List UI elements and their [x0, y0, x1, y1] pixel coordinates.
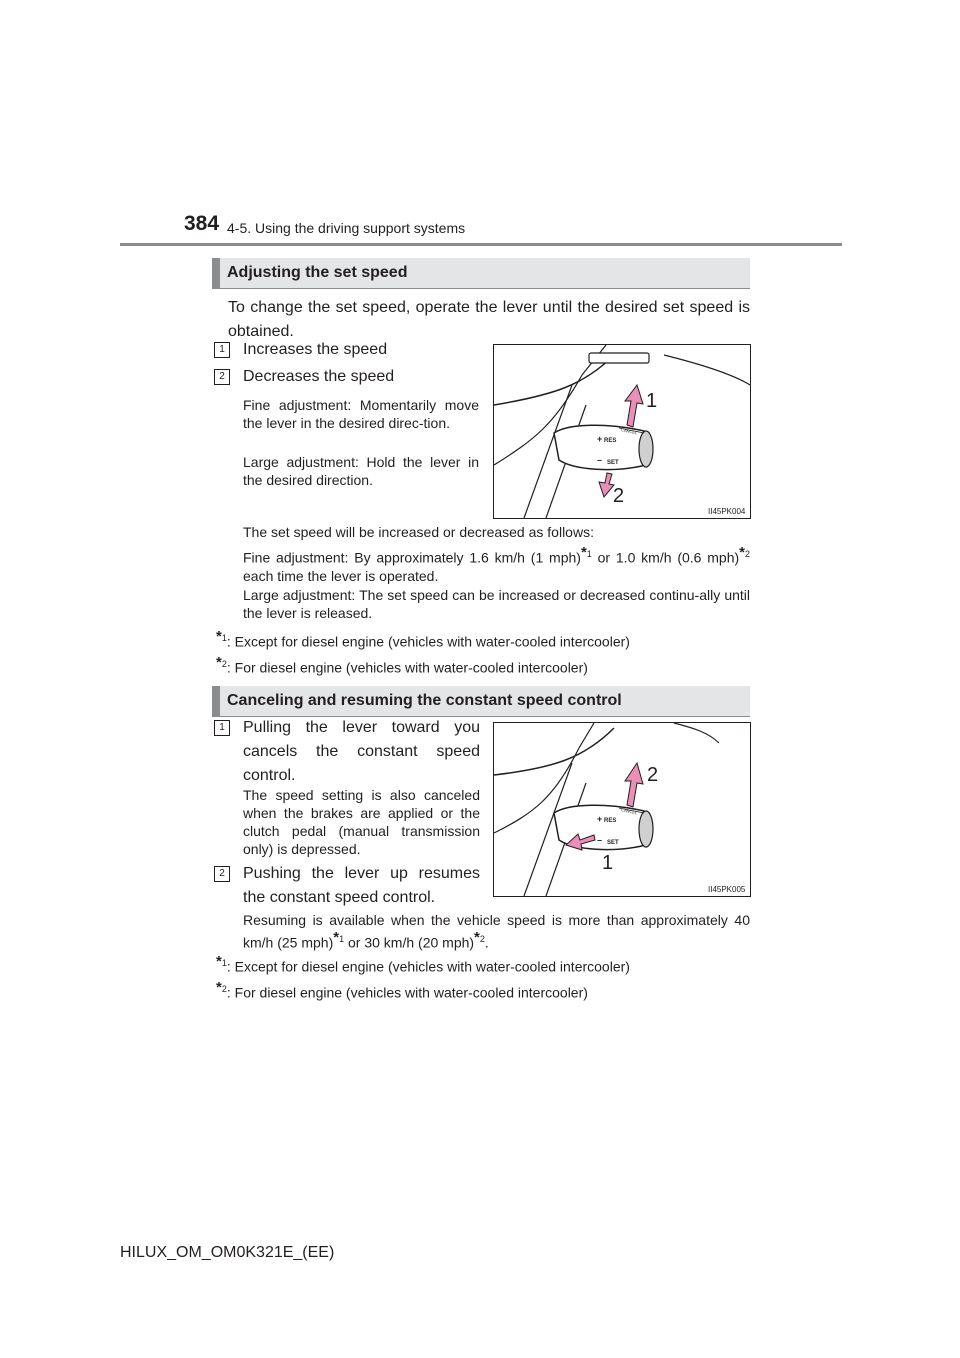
arrow-up-icon — [625, 385, 643, 427]
callout-number-2: 2 — [214, 866, 230, 882]
intro-text: To change the set speed, operate the lever until the desired set speed is obtained. — [228, 299, 750, 340]
lever-res-label: RES — [604, 438, 617, 444]
figure-code: II45PK005 — [708, 885, 746, 894]
section-heading-adjusting — [212, 258, 750, 289]
heading-text: Canceling and resuming the constant speed control — [227, 692, 622, 709]
lever-cancel-label: CANCEL — [620, 807, 638, 816]
heading-bar — [212, 258, 220, 288]
figure-lever-cancel — [493, 722, 751, 897]
arrow-up-icon — [625, 763, 643, 807]
figure-lever-adjust — [493, 344, 751, 519]
arrow-down-icon — [599, 473, 614, 497]
figure-code: II45PK004 — [708, 507, 746, 516]
lever-set-label: SET — [607, 840, 619, 846]
header-divider — [120, 243, 842, 246]
callout-number-1: 1 — [214, 720, 230, 736]
figure-label-2: 2 — [647, 764, 659, 786]
large-adjustment-note: Large adjustment: Hold the lever in the desired direction. — [243, 454, 479, 488]
footnote-2: $^{*2}$: For diesel engine (vehicles with water-cooled intercooler) — [216, 654, 588, 676]
item-resume-control: Pushing the lever up resumes the constant speed control. — [243, 865, 480, 906]
resume-availability: Resuming is available when the vehicle speed is more than approximately 40 km/h (25 mph)$^{*1}$ or 30 km/h (20 mph)$^{*2}$. — [243, 912, 750, 951]
footnote-1: $^{*1}$: Except for diesel engine (vehicles with water-cooled intercooler) — [216, 628, 630, 650]
document-code: HILUX_OM_OM0K321E_(EE) — [120, 1244, 335, 1261]
lever-set-label: SET — [607, 460, 619, 466]
footnote-2: $^{*2}$: For diesel engine (vehicles with water-cooled intercooler) — [216, 979, 588, 1001]
page-number: 384 — [184, 212, 220, 235]
lever-illustration — [494, 723, 750, 896]
fine-adjustment-note: Fine adjustment: Momentarily move the lever in the desired direc-tion. — [243, 397, 479, 431]
section-heading-canceling — [212, 686, 750, 717]
heading-bar — [212, 686, 220, 716]
figure-label-1: 1 — [602, 852, 614, 874]
item-decrease-speed: Decreases the speed — [243, 368, 395, 385]
lever-illustration — [494, 345, 750, 518]
para-increase-decrease: The set speed will be increased or decreased as follows: — [243, 524, 594, 540]
lever-res-label: RES — [604, 818, 617, 824]
section-title: 4-5. Using the driving support systems — [227, 220, 466, 236]
callout-number-1: 1 — [214, 342, 230, 358]
lever-minus-mark: – — [597, 455, 603, 465]
figure-label-1: 1 — [646, 390, 658, 412]
lever-plus-mark: + — [597, 814, 603, 824]
para-fine-b: or 1.0 km/h (0.6 mph) — [591, 549, 740, 566]
lever-minus-mark: – — [597, 835, 603, 845]
para-fine-c: each time the lever is operated. — [243, 567, 439, 584]
figure-label-2: 2 — [613, 485, 625, 507]
item-increase-speed: Increases the speed — [243, 341, 388, 358]
lever-plus-mark: + — [597, 434, 603, 444]
footnote-1: $^{*1}$: Except for diesel engine (vehicles with water-cooled intercooler) — [216, 953, 630, 975]
heading-text: Adjusting the set speed — [227, 264, 408, 281]
para-fine-adjustment — [243, 544, 750, 585]
para-fine-a: Fine adjustment: By approximately 1.6 km/h (1 mph) — [243, 549, 581, 566]
cancel-note: The speed setting is also canceled when the brakes are applied or the clutch pedal (manual transmission only) is depressed. — [243, 787, 480, 857]
footnote-ref: *2 — [739, 544, 751, 561]
footnote-ref: *1 — [580, 544, 592, 561]
item-cancel-control: Pulling the lever toward you cancels the constant speed control. — [243, 719, 480, 784]
lever-cancel-label: CANCEL — [620, 427, 638, 436]
callout-number-2: 2 — [214, 369, 230, 385]
para-large-adjustment: Large adjustment: The set speed can be increased or decreased continu-ally until the lever is released. — [243, 587, 750, 621]
